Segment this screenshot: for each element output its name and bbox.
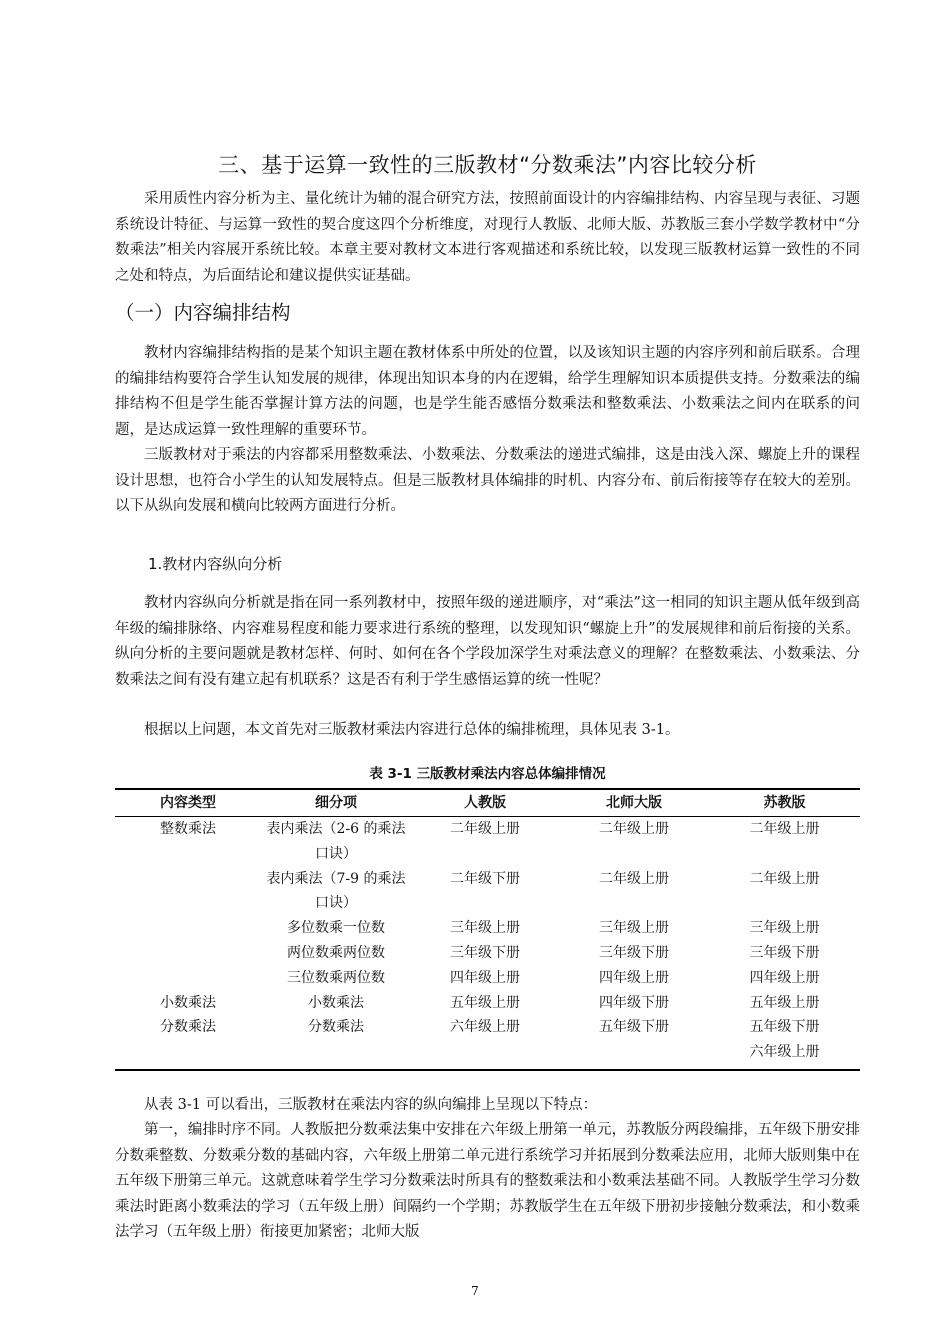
table-row (115, 817, 860, 867)
header-beishida: 北师大版 (559, 789, 709, 817)
table-row (115, 916, 860, 941)
cell-type (115, 867, 261, 917)
cell-beishida: 五年级下册 (559, 1015, 709, 1070)
cell-type: 分数乘法 (115, 1015, 261, 1070)
cell-item: 三位数乘两位数 (287, 969, 385, 986)
table-row (115, 867, 860, 917)
subsection-heading: 1.教材内容纵向分析 (148, 555, 283, 573)
cell-renjiao: 六年级上册 (411, 1015, 559, 1070)
cell-renjiao: 三年级下册 (450, 944, 520, 961)
cell-beishida: 二年级上册 (599, 870, 669, 887)
header-sujiao: 苏教版 (709, 789, 860, 817)
cell-beishida: 四年级下册 (599, 994, 669, 1011)
cell-item: 分数乘法 (261, 1015, 411, 1070)
cell-sujiao: 二年级上册 (749, 821, 820, 837)
cell-type: 整数乘法 (160, 821, 216, 837)
cell-sujiao: 五年级下册 (749, 1019, 820, 1036)
cell-sujiao: 四年级上册 (749, 969, 820, 986)
header-renjiao: 人教版 (411, 789, 559, 817)
table-caption: 表 3-1 三版教材乘法内容总体编排情况 (369, 766, 606, 782)
section-heading: （一）内容编排结构 (115, 301, 291, 324)
vertical-analysis-paragraph: 教材内容纵向分析就是指在同一系列教材中，按照年级的递进顺序，对“乘法”这一相同的知识主题从低年级到高年级的编排脉络、内容难易程度和能力要求进行系统的整理，以发现知识“螺旋上升”的发展规律和前后衔接的关系。纵向分析的主要问题就是教材怎样、何时、如何在各个学段加深学生对乘法意义的理解？在整数乘法、小数乘法、分数乘法之间有没有建立起有机联系？这是否有利于学生感悟运算的统一性呢？ (115, 595, 860, 688)
cell-item: 两位数乘两位数 (287, 944, 385, 961)
cell-type (115, 966, 261, 991)
page-number: 7 (471, 1284, 479, 1298)
timing-paragraph: 第一，编排时序不同。人教版把分数乘法集中安排在六年级上册第一单元，苏教版分两段编排，五年级下册安排分数乘整数、分数乘分数的基础内容，六年级上册第二单元进行系统学习并拓展到分数乘法应用，北师大版则集中在五年级下册第三单元。这就意味着学生学习分数乘法时所具有的整数乘法和小数乘法基础不同。人教版学生学习分数乘法时距离小数乘法的学习（五年级上册）间隔约一个学期；苏教版学生在五年级下册初步接触分数乘法，和小数乘法学习（五年级上册）衔接更加紧密；北师大版 (115, 1122, 860, 1240)
cell-sujiao-group (709, 1015, 860, 1070)
table-intro-paragraph: 根据以上问题，本文首先对三版教材乘法内容进行总体的编排梳理，具体见表 3-1。 (144, 722, 680, 738)
cell-sujiao: 三年级下册 (749, 944, 820, 961)
table-summary-paragraph: 从表 3-1 可以看出，三版教材在乘法内容的纵向编排上呈现以下特点： (144, 1097, 598, 1113)
table-header-row (115, 789, 860, 817)
table-row (115, 966, 860, 991)
table-row (115, 941, 860, 966)
cell-sujiao: 五年级上册 (749, 994, 820, 1011)
cell-beishida: 二年级上册 (599, 821, 669, 837)
chapter-title: 三、基于运算一致性的三版教材“分数乘法”内容比较分析 (218, 153, 757, 177)
cell-beishida: 三年级下册 (599, 944, 669, 961)
cell-renjiao: 二年级下册 (450, 870, 520, 887)
table-row (115, 1015, 860, 1070)
cell-item: 表内乘法（7-9 的乘法口诀） (266, 870, 406, 912)
cell-renjiao: 五年级上册 (450, 994, 520, 1011)
cell-sujiao: 三年级上册 (749, 920, 820, 937)
cell-renjiao: 二年级上册 (450, 821, 520, 837)
cell-beishida: 四年级上册 (599, 969, 669, 986)
cell-item: 小数乘法 (308, 994, 364, 1011)
header-sub-item: 细分项 (261, 789, 411, 817)
cell-renjiao: 四年级上册 (450, 969, 520, 986)
structure-paragraph-1: 教材内容编排结构指的是某个知识主题在教材体系中所处的位置，以及该知识主题的内容序列和前后联系。合理的编排结构要符合学生认知发展的规律，体现出知识本身的内在逻辑，给学生理解知识本质提供支持。分数乘法的编排结构不但是学生能否掌握计算方法的问题，也是学生能否感悟分数乘法和整数乘法、小数乘法之间内在联系的问题，是达成运算一致性理解的重要环节。 (115, 345, 860, 438)
header-content-type: 内容类型 (115, 789, 261, 817)
cell-type: 小数乘法 (160, 994, 216, 1011)
table-row (115, 991, 860, 1016)
cell-renjiao: 三年级上册 (450, 920, 520, 937)
multiplication-arrangement-table (115, 788, 860, 1071)
cell-sujiao-extra: 六年级上册 (749, 1044, 820, 1061)
cell-sujiao: 二年级上册 (749, 870, 820, 887)
cell-type (115, 941, 261, 966)
cell-beishida: 三年级上册 (599, 920, 669, 937)
structure-paragraph-2: 三版教材对于乘法的内容都采用整数乘法、小数乘法、分数乘法的递进式编排，这是由浅入深、螺旋上升的课程设计思想，也符合小学生的认知发展特点。但是三版教材具体编排的时机、内容分布、前后衔接等存在较大的差别。以下从纵向发展和横向比较两方面进行分析。 (115, 447, 860, 514)
cell-type (115, 916, 261, 941)
intro-paragraph: 采用质性内容分析为主、量化统计为辅的混合研究方法，按照前面设计的内容编排结构、内容呈现与表征、习题系统设计特征、与运算一致性的契合度这四个分析维度，对现行人教版、北师大版、苏教版三套小学数学教材中“分数乘法”相关内容展开系统比较。本章主要对教材文本进行客观描述和系统比较，以发现三版教材运算一致性的不同之处和特点，为后面结论和建议提供实证基础。 (115, 191, 860, 284)
cell-item: 表内乘法（2-6 的乘法口诀） (266, 821, 406, 862)
cell-item: 多位数乘一位数 (287, 920, 385, 937)
